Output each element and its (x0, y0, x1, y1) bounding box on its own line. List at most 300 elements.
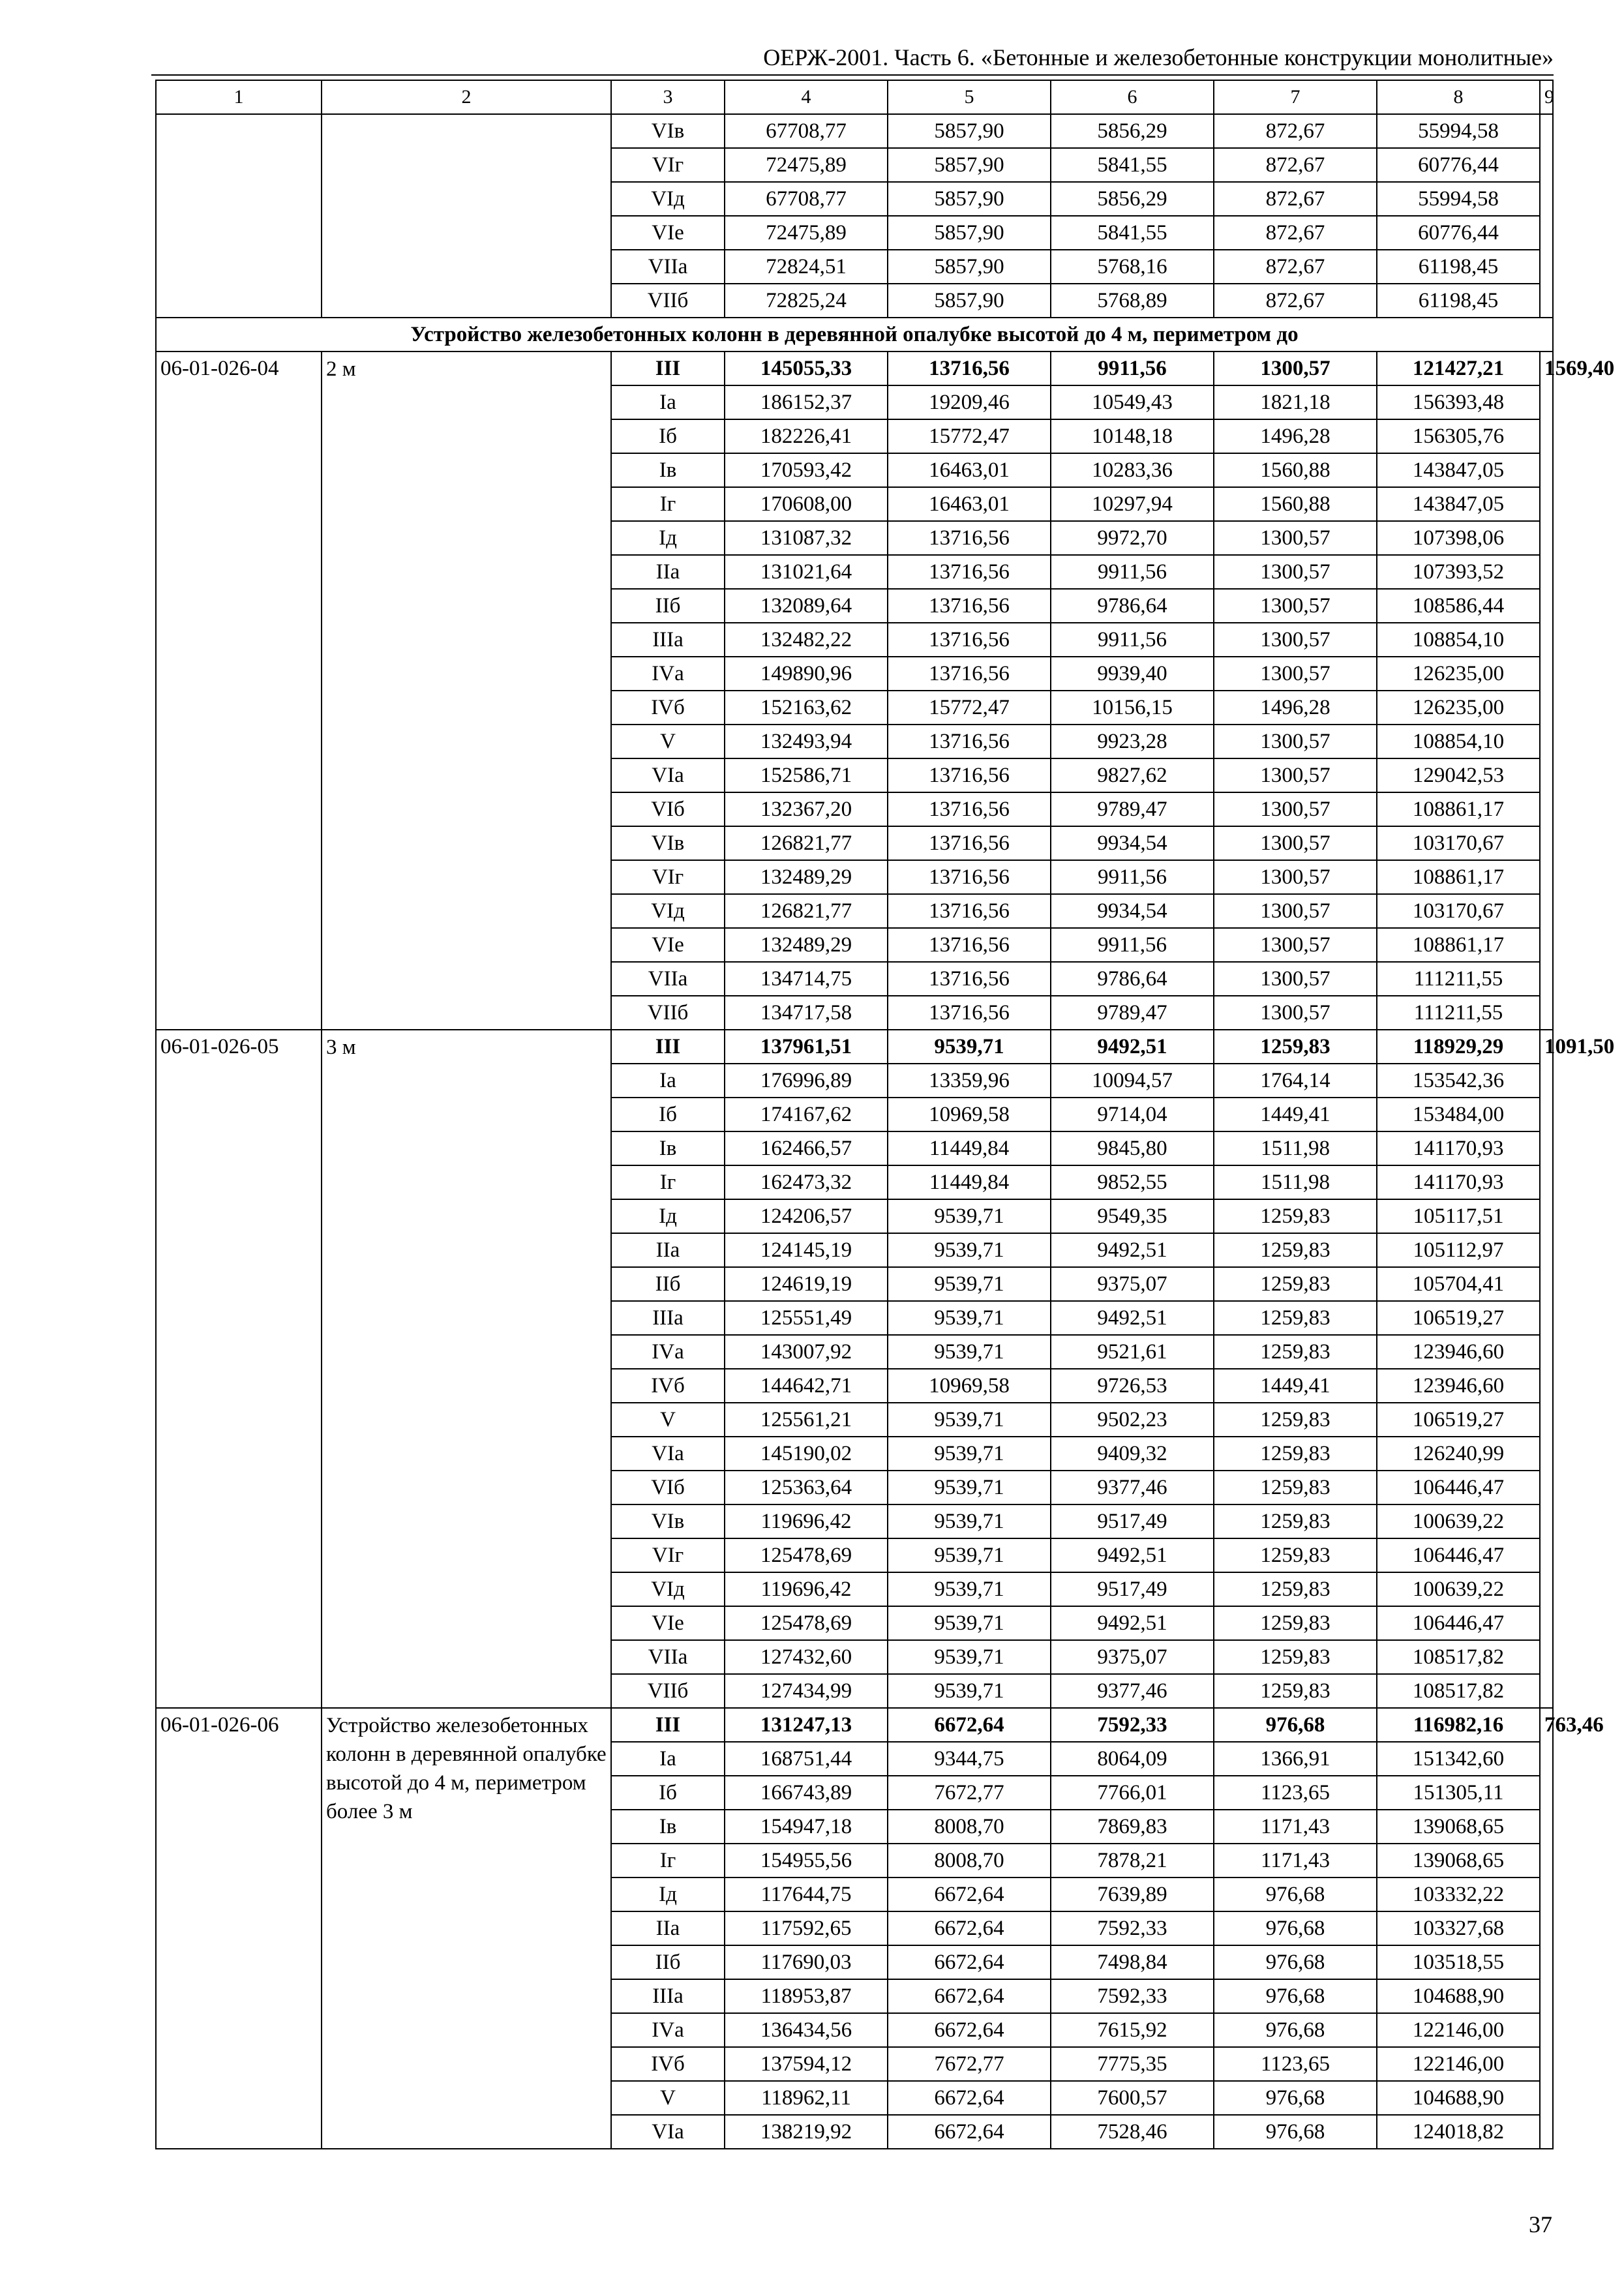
value-cell: 153484,00 (1377, 1098, 1540, 1131)
value-cell: 72824,51 (725, 250, 888, 284)
value-cell: 9539,71 (888, 1504, 1051, 1538)
value-cell: 9923,28 (1051, 725, 1214, 758)
value-cell: 105704,41 (1377, 1267, 1540, 1301)
value-cell: 126235,00 (1377, 691, 1540, 725)
value-cell: 976,68 (1214, 1708, 1377, 1742)
table-row (156, 1030, 1553, 1064)
value-cell: 176996,89 (725, 1064, 888, 1098)
value-cell: 127434,99 (725, 1674, 888, 1708)
value-cell: 9911,56 (1051, 860, 1214, 894)
zone-cell: VIIб (611, 1674, 725, 1708)
value-cell: 1560,88 (1214, 453, 1377, 487)
total-cell (1540, 114, 1553, 318)
value-cell: 976,68 (1214, 1911, 1377, 1945)
value-cell: 137961,51 (725, 1030, 888, 1064)
value-cell: 107393,52 (1377, 555, 1540, 589)
value-cell: 1449,41 (1214, 1098, 1377, 1131)
value-cell: 872,67 (1214, 182, 1377, 216)
zone-cell: IIIа (611, 1979, 725, 2013)
value-cell: 60776,44 (1377, 216, 1540, 250)
value-cell: 132489,29 (725, 860, 888, 894)
zone-cell: IIIа (611, 623, 725, 657)
value-cell: 1449,41 (1214, 1369, 1377, 1403)
value-cell: 1300,57 (1214, 623, 1377, 657)
value-cell: 141170,93 (1377, 1131, 1540, 1165)
value-cell: 9539,71 (888, 1233, 1051, 1267)
value-cell: 7869,83 (1051, 1810, 1214, 1844)
value-cell: 9409,32 (1051, 1437, 1214, 1471)
total-cell: 1091,50 (1540, 1030, 1553, 1708)
value-cell: 1259,83 (1214, 1301, 1377, 1335)
value-cell: 156393,48 (1377, 385, 1540, 419)
value-cell: 1496,28 (1214, 691, 1377, 725)
zone-cell: IVб (611, 691, 725, 725)
value-cell: 9934,54 (1051, 894, 1214, 928)
value-cell: 124619,19 (725, 1267, 888, 1301)
value-cell: 11449,84 (888, 1131, 1051, 1165)
value-cell: 103170,67 (1377, 826, 1540, 860)
column-number: 1 (156, 80, 322, 114)
page-header: ОЕРЖ-2001. Часть 6. «Бетонные и железобетонные конструкции монолитные» (763, 44, 1554, 70)
value-cell: 9939,40 (1051, 657, 1214, 691)
zone-cell: IIб (611, 1945, 725, 1979)
zone-cell: VIд (611, 894, 725, 928)
section-title-row (156, 318, 1553, 352)
value-cell: 1259,83 (1214, 1538, 1377, 1572)
value-cell: 124145,19 (725, 1233, 888, 1267)
value-cell: 170593,42 (725, 453, 888, 487)
value-cell: 5768,89 (1051, 284, 1214, 318)
value-cell: 9911,56 (1051, 352, 1214, 385)
value-cell: 9539,71 (888, 1030, 1051, 1064)
value-cell: 9539,71 (888, 1267, 1051, 1301)
value-cell: 1259,83 (1214, 1640, 1377, 1674)
value-cell: 6672,64 (888, 2013, 1051, 2047)
zone-cell: IIа (611, 555, 725, 589)
value-cell: 9502,23 (1051, 1403, 1214, 1437)
column-number: 5 (888, 80, 1051, 114)
value-cell: 126821,77 (725, 894, 888, 928)
value-cell: 872,67 (1214, 148, 1377, 182)
value-cell: 5857,90 (888, 284, 1051, 318)
value-cell: 1259,83 (1214, 1606, 1377, 1640)
value-cell: 5856,29 (1051, 114, 1214, 148)
value-cell: 9714,04 (1051, 1098, 1214, 1131)
value-cell: 9789,47 (1051, 792, 1214, 826)
value-cell: 9539,71 (888, 1437, 1051, 1471)
value-cell: 106446,47 (1377, 1606, 1540, 1640)
value-cell: 8008,70 (888, 1810, 1051, 1844)
zone-cell: III (611, 352, 725, 385)
zone-cell: IIа (611, 1911, 725, 1945)
value-cell: 1259,83 (1214, 1572, 1377, 1606)
zone-cell: VIг (611, 1538, 725, 1572)
zone-cell: VIе (611, 928, 725, 962)
value-cell: 9911,56 (1051, 623, 1214, 657)
value-cell: 152163,62 (725, 691, 888, 725)
zone-cell: IIа (611, 1233, 725, 1267)
value-cell: 13716,56 (888, 826, 1051, 860)
value-cell: 129042,53 (1377, 758, 1540, 792)
value-cell: 136434,56 (725, 2013, 888, 2047)
value-cell: 1171,43 (1214, 1844, 1377, 1878)
value-cell: 186152,37 (725, 385, 888, 419)
value-cell: 119696,42 (725, 1572, 888, 1606)
value-cell: 108861,17 (1377, 928, 1540, 962)
value-cell: 132367,20 (725, 792, 888, 826)
value-cell: 117644,75 (725, 1878, 888, 1911)
value-cell: 7639,89 (1051, 1878, 1214, 1911)
value-cell: 122146,00 (1377, 2013, 1540, 2047)
code-cell: 06-01-026-06 (156, 1708, 322, 2149)
value-cell: 108517,82 (1377, 1640, 1540, 1674)
value-cell: 1300,57 (1214, 996, 1377, 1030)
value-cell: 1259,83 (1214, 1233, 1377, 1267)
column-number: 8 (1377, 80, 1540, 114)
value-cell: 1821,18 (1214, 385, 1377, 419)
value-cell: 111211,55 (1377, 996, 1540, 1030)
name-cell: 3 м (322, 1030, 611, 1708)
value-cell: 9549,35 (1051, 1199, 1214, 1233)
value-cell: 9972,70 (1051, 521, 1214, 555)
value-cell: 174167,62 (725, 1098, 888, 1131)
value-cell: 7672,77 (888, 1776, 1051, 1810)
zone-cell: VIб (611, 792, 725, 826)
zone-cell: VIд (611, 182, 725, 216)
value-cell: 1366,91 (1214, 1742, 1377, 1776)
value-cell: 9517,49 (1051, 1504, 1214, 1538)
value-cell: 1300,57 (1214, 352, 1377, 385)
value-cell: 1259,83 (1214, 1335, 1377, 1369)
value-cell: 9539,71 (888, 1301, 1051, 1335)
value-cell: 134717,58 (725, 996, 888, 1030)
value-cell: 13716,56 (888, 352, 1051, 385)
value-cell: 103327,68 (1377, 1911, 1540, 1945)
zone-cell: Iв (611, 1810, 725, 1844)
zone-cell: VIа (611, 2115, 725, 2149)
value-cell: 1300,57 (1214, 758, 1377, 792)
value-cell: 152586,71 (725, 758, 888, 792)
total-cell: 1569,40 (1540, 352, 1553, 1030)
value-cell: 106446,47 (1377, 1471, 1540, 1504)
value-cell: 60776,44 (1377, 148, 1540, 182)
table-body (156, 80, 1615, 2149)
value-cell: 13716,56 (888, 962, 1051, 996)
value-cell: 9492,51 (1051, 1233, 1214, 1267)
value-cell: 125551,49 (725, 1301, 888, 1335)
column-number: 3 (611, 80, 725, 114)
value-cell: 10969,58 (888, 1098, 1051, 1131)
table-row (156, 352, 1553, 385)
zone-cell: Iб (611, 419, 725, 453)
value-cell: 13716,56 (888, 928, 1051, 962)
value-cell: 72475,89 (725, 216, 888, 250)
value-cell: 61198,45 (1377, 284, 1540, 318)
value-cell: 55994,58 (1377, 182, 1540, 216)
value-cell: 9492,51 (1051, 1538, 1214, 1572)
value-cell: 125363,64 (725, 1471, 888, 1504)
value-cell: 124206,57 (725, 1199, 888, 1233)
zone-cell: Iд (611, 1199, 725, 1233)
zone-cell: IVа (611, 2013, 725, 2047)
value-cell: 10297,94 (1051, 487, 1214, 521)
value-cell: 1259,83 (1214, 1403, 1377, 1437)
value-cell: 132089,64 (725, 589, 888, 623)
value-cell: 1300,57 (1214, 589, 1377, 623)
value-cell: 124018,82 (1377, 2115, 1540, 2149)
value-cell: 1259,83 (1214, 1267, 1377, 1301)
zone-cell: Iа (611, 1742, 725, 1776)
value-cell: 8064,09 (1051, 1742, 1214, 1776)
value-cell: 976,68 (1214, 1979, 1377, 2013)
value-cell: 106446,47 (1377, 1538, 1540, 1572)
value-cell: 1123,65 (1214, 1776, 1377, 1810)
value-cell: 13716,56 (888, 758, 1051, 792)
value-cell: 182226,41 (725, 419, 888, 453)
value-cell: 5857,90 (888, 148, 1051, 182)
value-cell: 6672,64 (888, 2115, 1051, 2149)
value-cell: 976,68 (1214, 2013, 1377, 2047)
value-cell: 13716,56 (888, 894, 1051, 928)
value-cell: 6672,64 (888, 1911, 1051, 1945)
value-cell: 9911,56 (1051, 555, 1214, 589)
value-cell: 9375,07 (1051, 1640, 1214, 1674)
zone-cell: VIв (611, 114, 725, 148)
value-cell: 9539,71 (888, 1199, 1051, 1233)
value-cell: 132493,94 (725, 725, 888, 758)
value-cell: 131247,13 (725, 1708, 888, 1742)
value-cell: 1259,83 (1214, 1437, 1377, 1471)
value-cell: 9539,71 (888, 1403, 1051, 1437)
value-cell: 1300,57 (1214, 792, 1377, 826)
value-cell: 170608,00 (725, 487, 888, 521)
value-cell: 1300,57 (1214, 725, 1377, 758)
value-cell: 149890,96 (725, 657, 888, 691)
value-cell: 166743,89 (725, 1776, 888, 1810)
zone-cell: VIв (611, 826, 725, 860)
value-cell: 9521,61 (1051, 1335, 1214, 1369)
zone-cell: IVа (611, 1335, 725, 1369)
value-cell: 6672,64 (888, 1708, 1051, 1742)
value-cell: 1300,57 (1214, 521, 1377, 555)
value-cell: 1300,57 (1214, 826, 1377, 860)
value-cell: 16463,01 (888, 487, 1051, 521)
zone-cell: Iг (611, 487, 725, 521)
value-cell: 9492,51 (1051, 1301, 1214, 1335)
value-cell: 7592,33 (1051, 1979, 1214, 2013)
value-cell: 1259,83 (1214, 1674, 1377, 1708)
zone-cell: Iг (611, 1165, 725, 1199)
value-cell: 9539,71 (888, 1572, 1051, 1606)
value-cell: 108586,44 (1377, 589, 1540, 623)
value-cell: 16463,01 (888, 453, 1051, 487)
value-cell: 8008,70 (888, 1844, 1051, 1878)
value-cell: 132482,22 (725, 623, 888, 657)
value-cell: 107398,06 (1377, 521, 1540, 555)
value-cell: 108854,10 (1377, 623, 1540, 657)
zone-cell: VIг (611, 148, 725, 182)
value-cell: 9539,71 (888, 1674, 1051, 1708)
value-cell: 108517,82 (1377, 1674, 1540, 1708)
value-cell: 126240,99 (1377, 1437, 1540, 1471)
value-cell: 126235,00 (1377, 657, 1540, 691)
zone-cell: Iд (611, 521, 725, 555)
value-cell: 9852,55 (1051, 1165, 1214, 1199)
value-cell: 139068,65 (1377, 1844, 1540, 1878)
value-cell: 872,67 (1214, 250, 1377, 284)
zone-cell: VIв (611, 1504, 725, 1538)
value-cell: 1511,98 (1214, 1131, 1377, 1165)
value-cell: 103332,22 (1377, 1878, 1540, 1911)
value-cell: 976,68 (1214, 2115, 1377, 2149)
value-cell: 108861,17 (1377, 860, 1540, 894)
zone-cell: VIIб (611, 284, 725, 318)
zone-cell: VIIа (611, 1640, 725, 1674)
value-cell: 1300,57 (1214, 928, 1377, 962)
value-cell: 104688,90 (1377, 1979, 1540, 2013)
value-cell: 9726,53 (1051, 1369, 1214, 1403)
value-cell: 156305,76 (1377, 419, 1540, 453)
zone-cell: VIд (611, 1572, 725, 1606)
value-cell: 9539,71 (888, 1640, 1051, 1674)
value-cell: 125478,69 (725, 1606, 888, 1640)
zone-cell: III (611, 1030, 725, 1064)
zone-cell: VIIб (611, 996, 725, 1030)
value-cell: 7528,46 (1051, 2115, 1214, 2149)
value-cell: 5857,90 (888, 250, 1051, 284)
zone-cell: V (611, 1403, 725, 1437)
zone-cell: III (611, 1708, 725, 1742)
value-cell: 131087,32 (725, 521, 888, 555)
value-cell: 131021,64 (725, 555, 888, 589)
value-cell: 123946,60 (1377, 1335, 1540, 1369)
value-cell: 123946,60 (1377, 1369, 1540, 1403)
value-cell: 10156,15 (1051, 691, 1214, 725)
value-cell: 162466,57 (725, 1131, 888, 1165)
zone-cell: IIб (611, 589, 725, 623)
code-cell: 06-01-026-05 (156, 1030, 322, 1708)
value-cell: 108854,10 (1377, 725, 1540, 758)
value-cell: 13716,56 (888, 521, 1051, 555)
value-cell: 10549,43 (1051, 385, 1214, 419)
code-cell (156, 114, 322, 318)
value-cell: 1171,43 (1214, 1810, 1377, 1844)
zone-cell: VIе (611, 216, 725, 250)
value-cell: 162473,32 (725, 1165, 888, 1199)
zone-cell: VIб (611, 1471, 725, 1504)
zone-cell: Iв (611, 1131, 725, 1165)
value-cell: 13716,56 (888, 725, 1051, 758)
value-cell: 72825,24 (725, 284, 888, 318)
value-cell: 139068,65 (1377, 1810, 1540, 1844)
value-cell: 5857,90 (888, 114, 1051, 148)
value-cell: 13716,56 (888, 657, 1051, 691)
name-cell (322, 114, 611, 318)
value-cell: 145055,33 (725, 352, 888, 385)
value-cell: 872,67 (1214, 216, 1377, 250)
value-cell: 5841,55 (1051, 148, 1214, 182)
value-cell: 13716,56 (888, 555, 1051, 589)
value-cell: 9934,54 (1051, 826, 1214, 860)
value-cell: 9789,47 (1051, 996, 1214, 1030)
value-cell: 9344,75 (888, 1742, 1051, 1776)
value-cell: 5857,90 (888, 182, 1051, 216)
total-cell: 763,46 (1540, 1708, 1553, 2149)
value-cell: 127432,60 (725, 1640, 888, 1674)
value-cell: 106519,27 (1377, 1403, 1540, 1437)
value-cell: 1300,57 (1214, 860, 1377, 894)
value-cell: 168751,44 (725, 1742, 888, 1776)
zone-cell: Iг (611, 1844, 725, 1878)
code-cell: 06-01-026-04 (156, 352, 322, 1030)
value-cell: 10283,36 (1051, 453, 1214, 487)
zone-cell: VIа (611, 758, 725, 792)
value-cell: 13359,96 (888, 1064, 1051, 1098)
zone-cell: IIб (611, 1267, 725, 1301)
column-number: 4 (725, 80, 888, 114)
column-number: 2 (322, 80, 611, 114)
value-cell: 1511,98 (1214, 1165, 1377, 1199)
column-number: 9 (1540, 80, 1553, 114)
value-cell: 15772,47 (888, 691, 1051, 725)
value-cell: 67708,77 (725, 114, 888, 148)
value-cell: 5856,29 (1051, 182, 1214, 216)
value-cell: 7592,33 (1051, 1911, 1214, 1945)
value-cell: 141170,93 (1377, 1165, 1540, 1199)
zone-cell: Iв (611, 453, 725, 487)
zone-cell: Iа (611, 385, 725, 419)
value-cell: 55994,58 (1377, 114, 1540, 148)
value-cell: 134714,75 (725, 962, 888, 996)
value-cell: 6672,64 (888, 2081, 1051, 2115)
value-cell: 108861,17 (1377, 792, 1540, 826)
value-cell: 6672,64 (888, 1979, 1051, 2013)
zone-cell: IVа (611, 657, 725, 691)
value-cell: 5857,90 (888, 216, 1051, 250)
value-cell: 9786,64 (1051, 589, 1214, 623)
value-cell: 1496,28 (1214, 419, 1377, 453)
value-cell: 138219,92 (725, 2115, 888, 2149)
value-cell: 61198,45 (1377, 250, 1540, 284)
value-cell: 7878,21 (1051, 1844, 1214, 1878)
value-cell: 13716,56 (888, 860, 1051, 894)
value-cell: 7672,77 (888, 2047, 1051, 2081)
value-cell: 13716,56 (888, 623, 1051, 657)
value-cell: 126821,77 (725, 826, 888, 860)
name-cell: Устройство железобетонных колонн в деревянной опалубке высотой до 4 м, периметром более 3 м (322, 1708, 611, 2149)
value-cell: 9911,56 (1051, 928, 1214, 962)
value-cell: 1259,83 (1214, 1030, 1377, 1064)
value-cell: 100639,22 (1377, 1504, 1540, 1538)
value-cell: 72475,89 (725, 148, 888, 182)
value-cell: 103170,67 (1377, 894, 1540, 928)
value-cell: 13716,56 (888, 792, 1051, 826)
value-cell: 118929,29 (1377, 1030, 1540, 1064)
value-cell: 9539,71 (888, 1606, 1051, 1640)
value-cell: 872,67 (1214, 114, 1377, 148)
section-title: Устройство железобетонных колонн в деревянной опалубке высотой до 4 м, периметром до (156, 318, 1553, 352)
value-cell: 106519,27 (1377, 1301, 1540, 1335)
value-cell: 122146,00 (1377, 2047, 1540, 2081)
value-cell: 151342,60 (1377, 1742, 1540, 1776)
zone-cell: Iб (611, 1776, 725, 1810)
value-cell: 143847,05 (1377, 453, 1540, 487)
value-cell: 132489,29 (725, 928, 888, 962)
header-rule (151, 74, 1554, 76)
value-cell: 5841,55 (1051, 216, 1214, 250)
zone-cell: IIIа (611, 1301, 725, 1335)
value-cell: 9375,07 (1051, 1267, 1214, 1301)
